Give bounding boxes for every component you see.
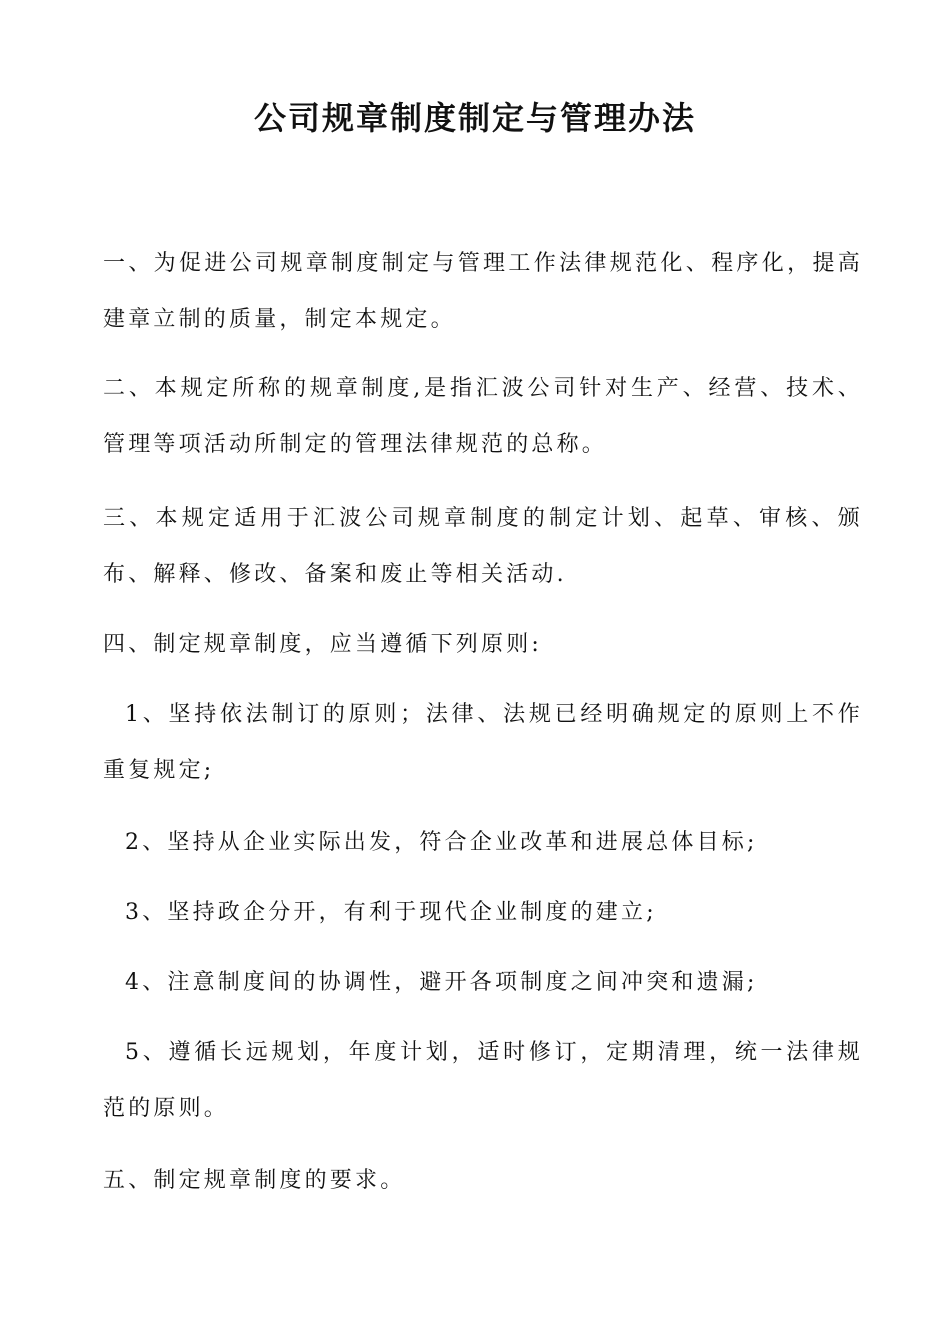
principle-item-5: 5、遵循长远规划，年度计划，适时修订，定期清理，统一法律规范的原则。 (103, 1040, 863, 1121)
principle-item-1: 1、坚持依法制订的原则；法律、法规已经明确规定的原则上不作重复规定; (103, 702, 863, 783)
paragraph-article-5: 五、制定规章制度的要求。 (103, 1168, 406, 1193)
principle-item-2: 2、坚持从企业实际出发，符合企业改革和进展总体目标; (125, 830, 758, 855)
paragraph-article-1: 一、为促进公司规章制度制定与管理工作法律规范化、程序化，提高建章立制的质量，制定本规定。 (103, 251, 863, 332)
principle-item-4: 4、注意制度间的协调性，避开各项制度之间冲突和遗漏; (125, 970, 758, 995)
principle-item-3: 3、坚持政企分开，有利于现代企业制度的建立; (125, 900, 657, 925)
paragraph-article-2: 二、本规定所称的规章制度,是指汇波公司针对生产、经营、技术、管理等项活动所制定的管理法律规范的总称。 (103, 376, 863, 457)
document-title: 公司规章制度制定与管理办法 (253, 99, 696, 137)
paragraph-article-4: 四、制定规章制度，应当遵循下列原则: (103, 632, 543, 657)
paragraph-article-3: 三、本规定适用于汇波公司规章制度的制定计划、起草、审核、颁布、解释、修改、备案和废止等相关活动. (103, 506, 863, 587)
